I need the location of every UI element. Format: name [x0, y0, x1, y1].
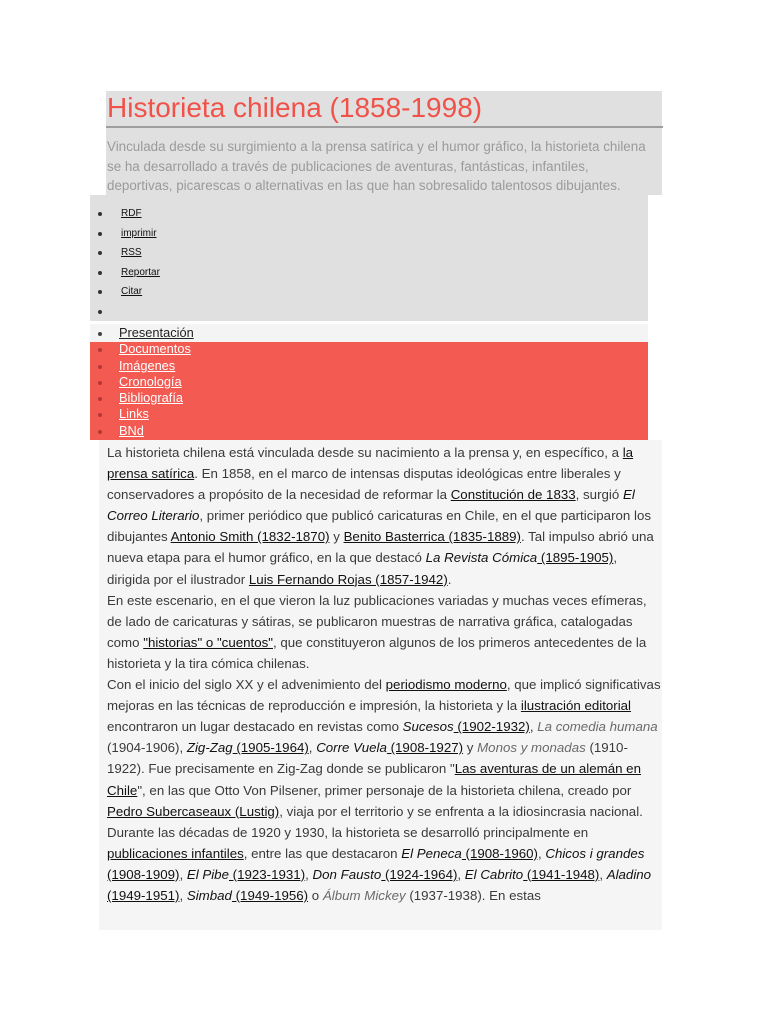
title-monos-monadas: Monos y monadas: [477, 740, 586, 756]
link-el-pibe[interactable]: (1923-1931): [228, 866, 306, 882]
link-aventuras-aleman[interactable]: Las aventuras de un alemán en Chile: [107, 761, 641, 798]
bullet-icon: [98, 232, 102, 236]
link-don-fausto[interactable]: (1924-1964): [381, 866, 458, 882]
nav-item-imagenes: [90, 358, 648, 374]
title-aladino: Aladino: [606, 866, 652, 882]
text-span: , dirigida por el ilustrador: [107, 550, 618, 587]
link-sucesos[interactable]: (1902-1932): [453, 719, 530, 735]
nav-item-cronologia: [90, 374, 648, 390]
bullet-icon: [98, 430, 102, 434]
text-span: ", en las que Otto Von Pilsener, primer personaje de la historieta chilena, creado por: [137, 782, 632, 798]
link-el-peneca[interactable]: (1908-1960): [461, 845, 538, 861]
text-span: o: [308, 887, 323, 903]
link-publicaciones-infantiles[interactable]: publicaciones infantiles: [107, 845, 244, 861]
title-revista-comica: La Revista Cómica: [425, 550, 538, 566]
nav-item-bibliografia: [90, 390, 648, 406]
text-span: ,: [179, 866, 187, 882]
bullet-icon: [98, 310, 102, 314]
link-luis-fernando-rojas[interactable]: Luis Fernando Rojas (1857-1942): [248, 571, 448, 587]
text-span: . Tal impulso abrió una nueva etapa para el humor gráfico, en la que destacó: [107, 529, 654, 566]
title-el-pibe: El Pibe: [186, 866, 229, 882]
text-span: , primer periódico que publicó caricaturas en Chile, en el que participaron los dibujantes: [107, 508, 651, 545]
text-span: . En 1858, en el marco de intensas disputas ideológicas entre liberales y conservadores a propósito de la necesidad de reformar la: [107, 466, 621, 503]
link-prensa-satirica[interactable]: la prensa satírica: [107, 445, 634, 482]
text-span: ,: [599, 866, 607, 882]
tools-panel: [90, 195, 648, 321]
nav-item-bnd: [90, 423, 648, 439]
text-span: , que implicó significativas mejoras en las técnicas de reproducción e impresión, la historieta y la: [107, 677, 661, 714]
nav-item-documentos: [90, 341, 648, 357]
text-span: ,: [529, 719, 538, 735]
rss-link[interactable]: RSS: [121, 247, 142, 259]
link-historias-cuentos[interactable]: "historias" o "cuentos": [143, 634, 273, 650]
text-span: .: [447, 571, 452, 587]
text-span: (1910-1922). Fue precisamente en Zig-Zag donde se publicaron ": [107, 740, 628, 777]
nav-item-links: [90, 406, 648, 422]
text-span: , entre las que destacaron: [243, 845, 402, 861]
text-span: En este escenario, en el que vieron la luz publicaciones variadas y muchas veces efímeras, de lado de caricaturas y sátiras, se publicaron muestras de narrativa gráfica, catalogadas como: [107, 592, 647, 650]
text-span: ,: [457, 866, 465, 882]
link-simbad[interactable]: (1949-1956): [231, 887, 309, 903]
article-body: [107, 442, 663, 906]
nav-item-presentacion: [90, 325, 648, 341]
nav-link-links[interactable]: Links: [119, 406, 149, 422]
text-span: ,: [305, 866, 313, 882]
link-zig-zag[interactable]: (1905-1964): [232, 740, 309, 756]
article-paragraph-1: [107, 442, 663, 590]
link-aladino[interactable]: (1949-1951): [107, 887, 180, 903]
article-paragraph-4: [107, 822, 663, 906]
text-span: , surgió: [575, 487, 623, 503]
bullet-icon: [98, 251, 102, 255]
title-el-peneca: El Peneca: [401, 845, 462, 861]
title-comedia-humana: La comedia humana: [537, 719, 658, 735]
text-span: (1904-1906),: [107, 740, 187, 756]
bullet-icon: [98, 271, 102, 275]
bullet-icon: [98, 397, 102, 401]
nav-link-cronologia[interactable]: Cronología: [119, 373, 182, 389]
nav-link-imagenes[interactable]: Imágenes: [119, 357, 176, 373]
title-album-mickey: Álbum Mickey: [322, 887, 406, 903]
bullet-icon: [98, 348, 102, 352]
title-corre-vuela: Corre Vuela: [316, 740, 387, 756]
report-link[interactable]: Reportar: [121, 266, 160, 278]
title-el-cabrito: El Cabrito: [464, 866, 524, 882]
text-span: encontraron un lugar destacado en revistas como: [107, 719, 403, 735]
title-correo-literario: El Correo Literario: [107, 487, 635, 524]
title-don-fausto: Don Fausto: [312, 866, 382, 882]
nav-link-presentacion[interactable]: Presentación: [119, 325, 194, 340]
text-span: ,: [179, 887, 187, 903]
link-el-cabrito[interactable]: (1941-1948): [523, 866, 600, 882]
bullet-icon: [98, 365, 102, 369]
bullet-icon: [98, 290, 102, 294]
article-paragraph-3: [107, 674, 663, 822]
text-span: ,: [308, 740, 317, 756]
link-periodismo-moderno[interactable]: periodismo moderno: [385, 677, 507, 693]
text-span: (1937-1938). En estas: [405, 887, 541, 903]
text-span: y: [463, 740, 478, 756]
bullet-icon: [98, 212, 102, 216]
link-corre-vuela[interactable]: (1908-1927): [386, 740, 464, 756]
article-paragraph-2: [107, 590, 663, 674]
text-span: Con el inicio del siglo XX y el advenimiento del: [107, 677, 386, 693]
bullet-icon: [98, 332, 102, 336]
text-span: , que constituyeron algunos de los primeros antecedentes de la historieta y la tira cómica chilenas.: [107, 634, 647, 671]
page-title: Historieta chilena (1858-1998): [106, 91, 663, 128]
text-span: Durante las décadas de 1920 y 1930, la historieta se desarrolló principalmente en: [107, 824, 589, 840]
print-link[interactable]: imprimir: [121, 227, 157, 239]
link-ilustracion-editorial[interactable]: ilustración editorial: [520, 698, 632, 714]
title-sucesos: Sucesos: [402, 719, 454, 735]
text-span: ,: [537, 845, 546, 861]
bullet-icon: [98, 381, 102, 385]
cite-link[interactable]: Citar: [121, 286, 143, 298]
text-span: y: [329, 529, 344, 545]
link-benito-basterrica[interactable]: Benito Basterrica (1835-1889): [343, 529, 521, 545]
nav-link-documentos[interactable]: Documentos: [119, 341, 191, 357]
link-antonio-smith[interactable]: Antonio Smith (1832-1870): [170, 529, 330, 545]
nav-link-bnd[interactable]: BNd: [119, 422, 144, 438]
nav-link-bibliografia[interactable]: Bibliografía: [119, 390, 184, 406]
page-intro: Vinculada desde su surgimiento a la prensa satírica y el humor gráfico, la historieta chilena se ha desarrollado a través de publicaciones de aventuras, fantásticas, infantiles, deportivas, picarescas o alternativas en las que han sobresalido talentosos dibujantes.: [107, 139, 646, 193]
link-revista-comica[interactable]: (1895-1905): [537, 550, 614, 566]
link-pedro-subercaseaux[interactable]: Pedro Subercaseaux (Lustig): [107, 803, 280, 819]
bullet-icon: [98, 413, 102, 417]
text-span: La historieta chilena está vinculada desde su nacimiento a la prensa y, en específico, a: [107, 445, 623, 460]
link-chicos-grandes[interactable]: (1908-1909): [107, 866, 180, 882]
section-nav: [90, 325, 648, 439]
title-zig-zag: Zig-Zag: [186, 740, 233, 756]
title-chicos-grandes: Chicos i grandes: [545, 845, 645, 861]
title-simbad: Simbad: [186, 887, 232, 903]
link-constitucion[interactable]: Constitución de 1833: [450, 487, 576, 503]
text-span: , viaja por el territorio y se enfrenta a la idiosincrasia nacional.: [279, 803, 643, 819]
rdf-link[interactable]: RDF: [121, 208, 142, 219]
